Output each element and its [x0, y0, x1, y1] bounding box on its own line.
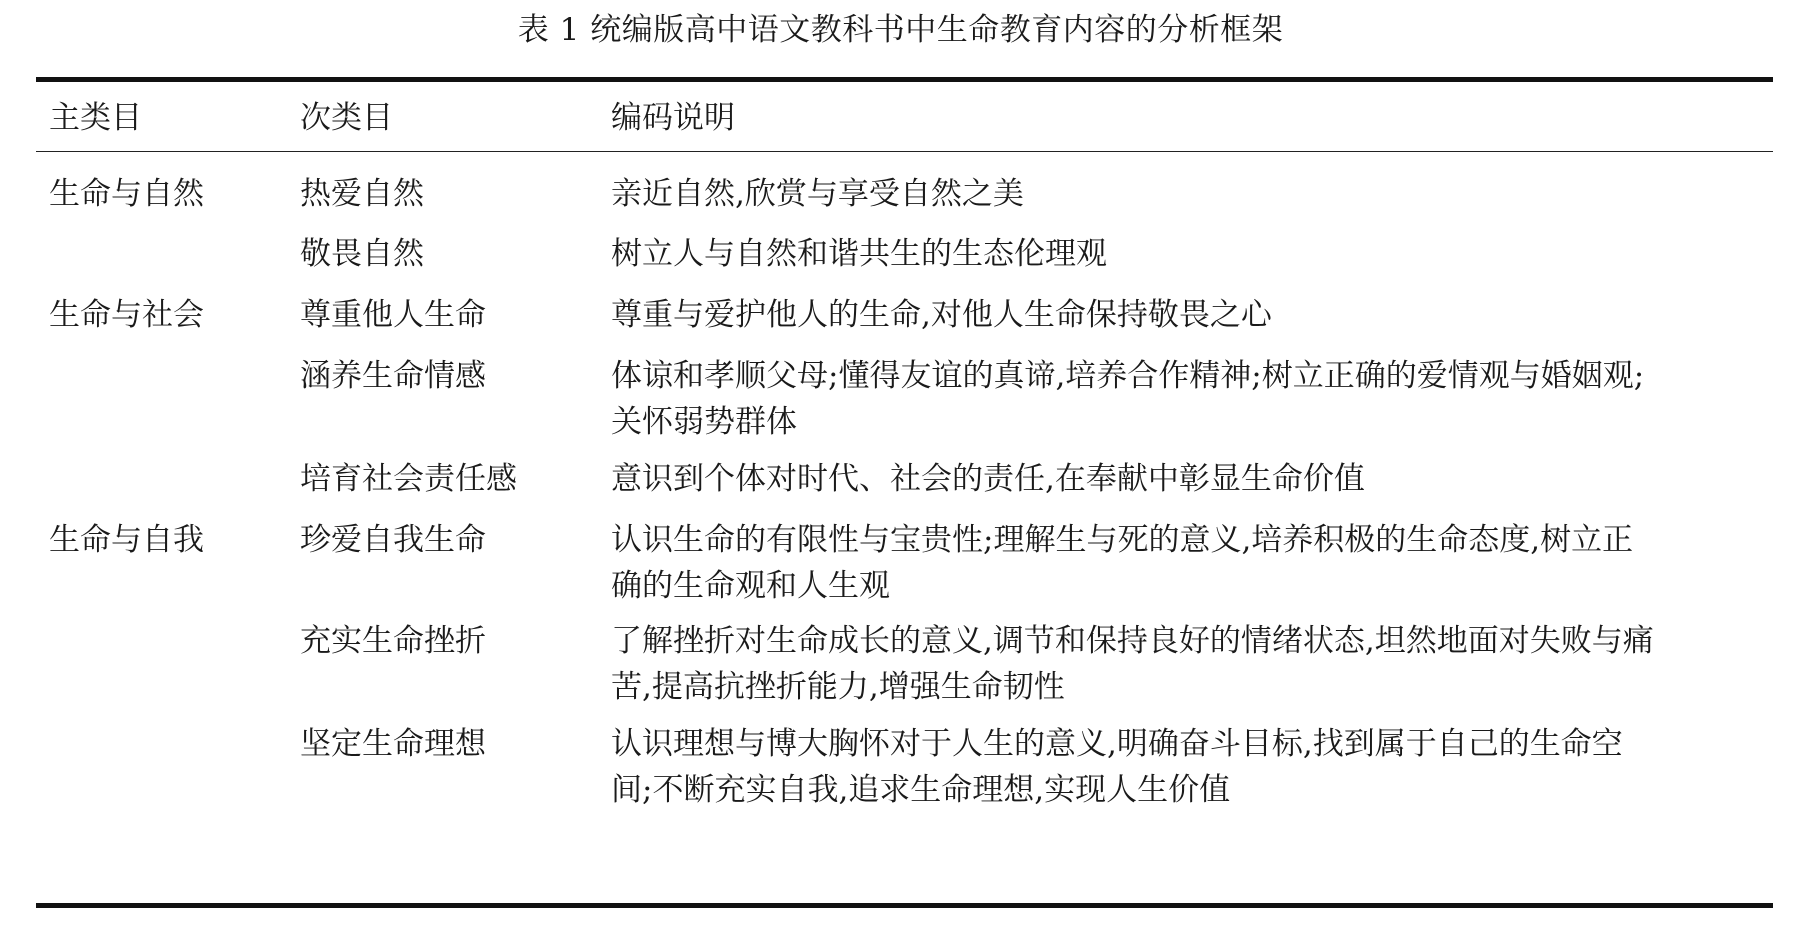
main-category-cell: 生命与社会: [49, 297, 204, 333]
main-category-cell: 生命与自我: [49, 522, 204, 558]
coding-description-line: 苦,提高抗挫折能力,增强生命韧性: [611, 669, 1065, 705]
coding-description-line: 间;不断充实自我,追求生命理想,实现人生价值: [611, 772, 1231, 808]
header-sub-category: 次类目: [300, 100, 393, 136]
coding-description-line: 关怀弱势群体: [611, 404, 797, 440]
sub-category-cell: 尊重他人生命: [300, 297, 486, 333]
table-caption: 表 1 统编版高中语文教科书中生命教育内容的分析框架: [517, 12, 1284, 48]
coding-description-cell: 尊重与爱护他人的生命,对他人生命保持敬畏之心: [611, 297, 1272, 333]
sub-category-cell: 培育社会责任感: [300, 461, 517, 497]
coding-description-line: 体谅和孝顺父母;懂得友谊的真谛,培养合作精神;树立正确的爱情观与婚姻观;: [611, 358, 1645, 394]
coding-description-line: 了解挫折对生命成长的意义,调节和保持良好的情绪状态,坦然地面对失败与痛: [611, 623, 1654, 659]
main-category-cell: 生命与自然: [49, 176, 204, 212]
coding-description-cell: 意识到个体对时代、社会的责任,在奉献中彰显生命价值: [611, 461, 1365, 497]
table-header-row: [36, 82, 1773, 152]
sub-category-cell: 珍爱自我生命: [300, 522, 486, 558]
header-coding-description: 编码说明: [611, 100, 735, 136]
coding-description-line: 确的生命观和人生观: [611, 568, 890, 604]
table-bottom-rule: [36, 903, 1773, 908]
sub-category-cell: 坚定生命理想: [300, 726, 486, 762]
sub-category-cell: 敬畏自然: [300, 236, 424, 272]
coding-description-cell: 亲近自然,欣赏与享受自然之美: [611, 176, 1024, 212]
sub-category-cell: 涵养生命情感: [300, 358, 486, 394]
coding-description-cell: 树立人与自然和谐共生的生态伦理观: [611, 236, 1107, 272]
table-body: [36, 152, 1773, 900]
sub-category-cell: 充实生命挫折: [300, 623, 486, 659]
sub-category-cell: 热爱自然: [300, 176, 424, 212]
analysis-framework-table: [36, 77, 1773, 900]
coding-description-line: 认识生命的有限性与宝贵性;理解生与死的意义,培养积极的生命态度,树立正: [611, 522, 1634, 558]
coding-description-line: 认识理想与博大胸怀对于人生的意义,明确奋斗目标,找到属于自己的生命空: [611, 726, 1623, 762]
header-main-category: 主类目: [49, 100, 142, 136]
